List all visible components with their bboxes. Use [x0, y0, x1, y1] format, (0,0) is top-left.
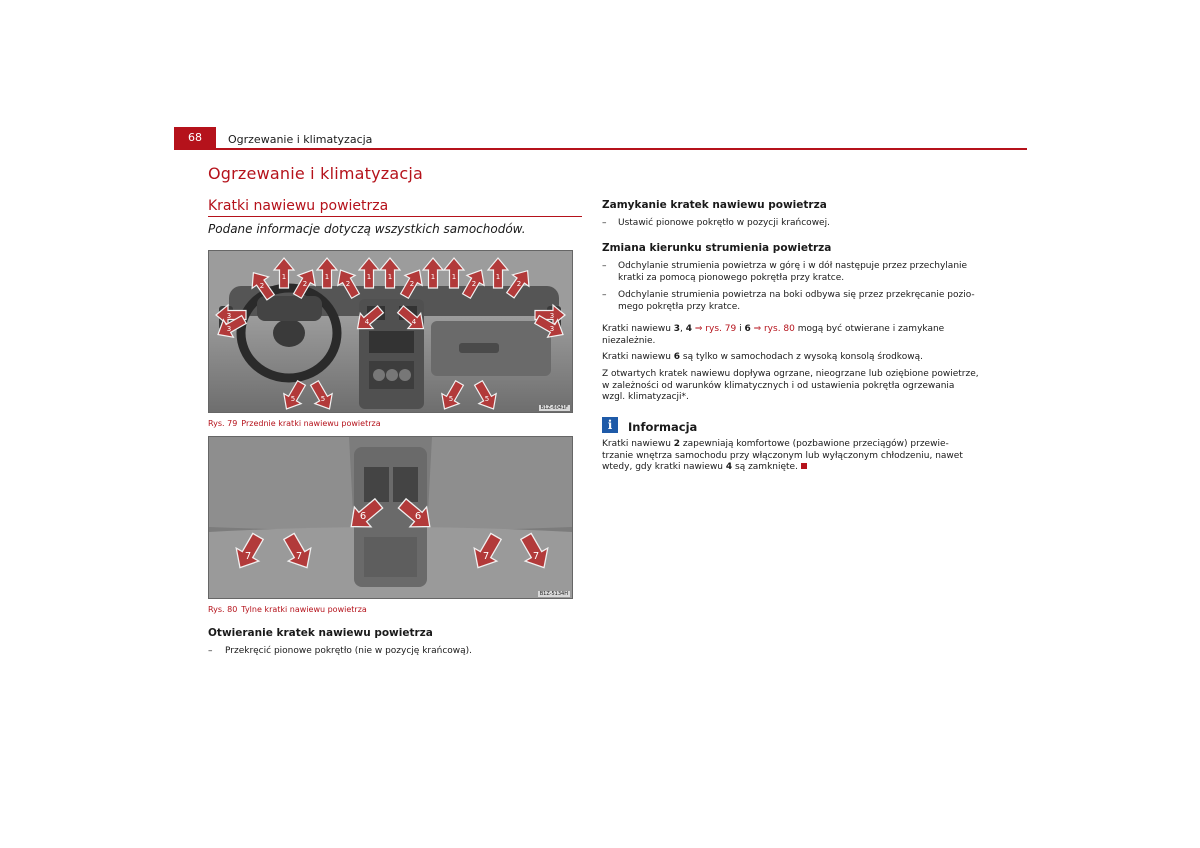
arrow-label-6: 6	[414, 511, 422, 522]
arrow-label-1: 1	[281, 273, 287, 281]
text: ,	[680, 324, 686, 334]
text: Kratki nawiewu	[602, 324, 674, 334]
text: zapewniają komfortowe (pozbawione przeciągów) przewie-	[680, 439, 949, 449]
arrow-label-2: 2	[516, 280, 522, 288]
arrow-label-3: 3	[226, 312, 232, 320]
text: Kratki nawiewu	[602, 439, 674, 449]
figure-caption-79	[208, 419, 381, 428]
info-heading: Informacja	[628, 420, 698, 434]
arrow-label-3: 3	[226, 325, 232, 333]
vent-number: 4	[685, 324, 693, 334]
list-dash: –	[602, 218, 607, 228]
arrow-label-5: 5	[448, 395, 454, 403]
arrow-label-4: 4	[411, 318, 417, 326]
info-note	[602, 439, 963, 474]
text-line: Z otwartych kratek nawiewu dopływa ogrzane, nieogrzane lub oziębione powietrze,	[602, 369, 979, 379]
vent-number: 3	[673, 324, 681, 334]
arrow-label-1: 1	[366, 273, 372, 281]
vent-number: 6	[673, 352, 681, 362]
arrow-label-1: 1	[387, 273, 393, 281]
vent-number: 4	[725, 462, 733, 472]
vent-number: 6	[744, 324, 751, 334]
info-icon: i	[602, 417, 618, 433]
caption-label: Rys. 79	[208, 419, 238, 428]
arrow-label-7: 7	[295, 551, 303, 562]
section-title: Kratki nawiewu powietrza	[208, 198, 389, 214]
section-rule	[208, 216, 582, 217]
text-line: kratki za pomocą pionowego pokrętła przy kratce.	[618, 272, 845, 283]
figure-reference-link[interactable]: ⇒ rys. 80	[753, 324, 795, 334]
text: są zamknięte.	[732, 462, 798, 472]
caption-label: Rys. 80	[208, 605, 238, 614]
text-line: wzgl. klimatyzacji*.	[602, 392, 689, 402]
text-line: Odchylanie strumienia powietrza na boki odbywa się przez przekręcanie pozio-	[618, 290, 975, 300]
section-intro: Podane informacje dotyczą wszystkich samochodów.	[208, 222, 526, 236]
arrow-label-3: 3	[549, 325, 555, 333]
arrow-label-5: 5	[320, 395, 326, 403]
paragraph-console	[602, 352, 923, 364]
text: Kratki nawiewu	[602, 352, 674, 362]
text-line	[602, 439, 963, 451]
arrow-label-3: 3	[549, 312, 555, 320]
figure-code: B1Z-6041F	[540, 405, 568, 411]
figure-reference-link[interactable]: ⇒ rys. 79	[694, 324, 737, 334]
arrow-label-7: 7	[532, 551, 540, 562]
text-line: mego pokrętła przy kratce.	[618, 301, 741, 312]
arrow-label-1: 1	[451, 273, 457, 281]
paragraph-airflow	[602, 369, 979, 404]
opening-item: Przekręcić pionowe pokrętło (nie w pozycję krańcową).	[225, 646, 473, 656]
arrow-label-7: 7	[482, 551, 490, 562]
header-rule	[174, 148, 1027, 150]
paragraph-independent	[602, 324, 944, 347]
arrow-label-2: 2	[259, 282, 265, 290]
caption-text: Tylne kratki nawiewu powietrza	[241, 605, 367, 614]
arrow-label-2: 2	[471, 280, 477, 288]
text: mogą być otwierane i zamykane	[794, 324, 945, 334]
text: i	[736, 324, 745, 334]
section-end-marker	[801, 463, 807, 469]
arrow-label-2: 2	[409, 280, 415, 288]
closing-heading: Zamykanie kratek nawiewu powietrza	[602, 199, 827, 211]
running-header: Ogrzewanie i klimatyzacja	[228, 133, 373, 146]
text-line: trzanie wnętrza samochodu przy włączonym lub wyłączonym chłodzeniu, nawet	[602, 450, 963, 461]
page-title: Ogrzewanie i klimatyzacja	[208, 164, 424, 183]
arrow-label-2: 2	[345, 280, 351, 288]
opening-heading: Otwieranie kratek nawiewu powietrza	[208, 627, 433, 639]
figure-code: B1Z-5134H	[539, 591, 568, 597]
arrow-label-1: 1	[324, 273, 330, 281]
text-line: Odchylanie strumienia powietrza w górę i w dół następuje przez przechylanie	[618, 261, 968, 271]
caption-text: Przednie kratki nawiewu powietrza	[241, 419, 381, 428]
closing-item: Ustawić pionowe pokrętło w pozycji krańcowej.	[618, 218, 830, 228]
arrow-label-7: 7	[244, 551, 252, 562]
arrow-label-5: 5	[484, 395, 490, 403]
text: są tylko w samochodach z wysoką konsolą środkową.	[680, 352, 923, 362]
text-line: w zależności od warunków klimatycznych i od ustawienia pokrętła ogrzewania	[602, 380, 955, 391]
direction-item-2	[618, 290, 975, 313]
list-dash: –	[602, 290, 607, 300]
arrow-label-6: 6	[359, 511, 367, 522]
text: wtedy, gdy kratki nawiewu	[602, 462, 726, 472]
direction-item-1	[618, 261, 967, 284]
arrow-label-1: 1	[430, 273, 436, 281]
text-line	[602, 462, 963, 474]
text-line: niezależnie.	[602, 335, 656, 346]
figure-caption-80	[208, 605, 367, 614]
list-dash: –	[208, 646, 213, 656]
arrow-label-1: 1	[495, 273, 501, 281]
arrow-label-4: 4	[364, 318, 370, 326]
figure-front-vents	[208, 250, 573, 413]
text-line	[602, 324, 944, 336]
arrow-label-5: 5	[290, 395, 296, 403]
list-dash: –	[602, 261, 607, 271]
direction-heading: Zmiana kierunku strumienia powietrza	[602, 242, 832, 254]
arrow-label-2: 2	[302, 280, 308, 288]
vent-number: 2	[673, 439, 681, 449]
figure-rear-vents	[208, 436, 573, 599]
page-number: 68	[174, 127, 216, 149]
